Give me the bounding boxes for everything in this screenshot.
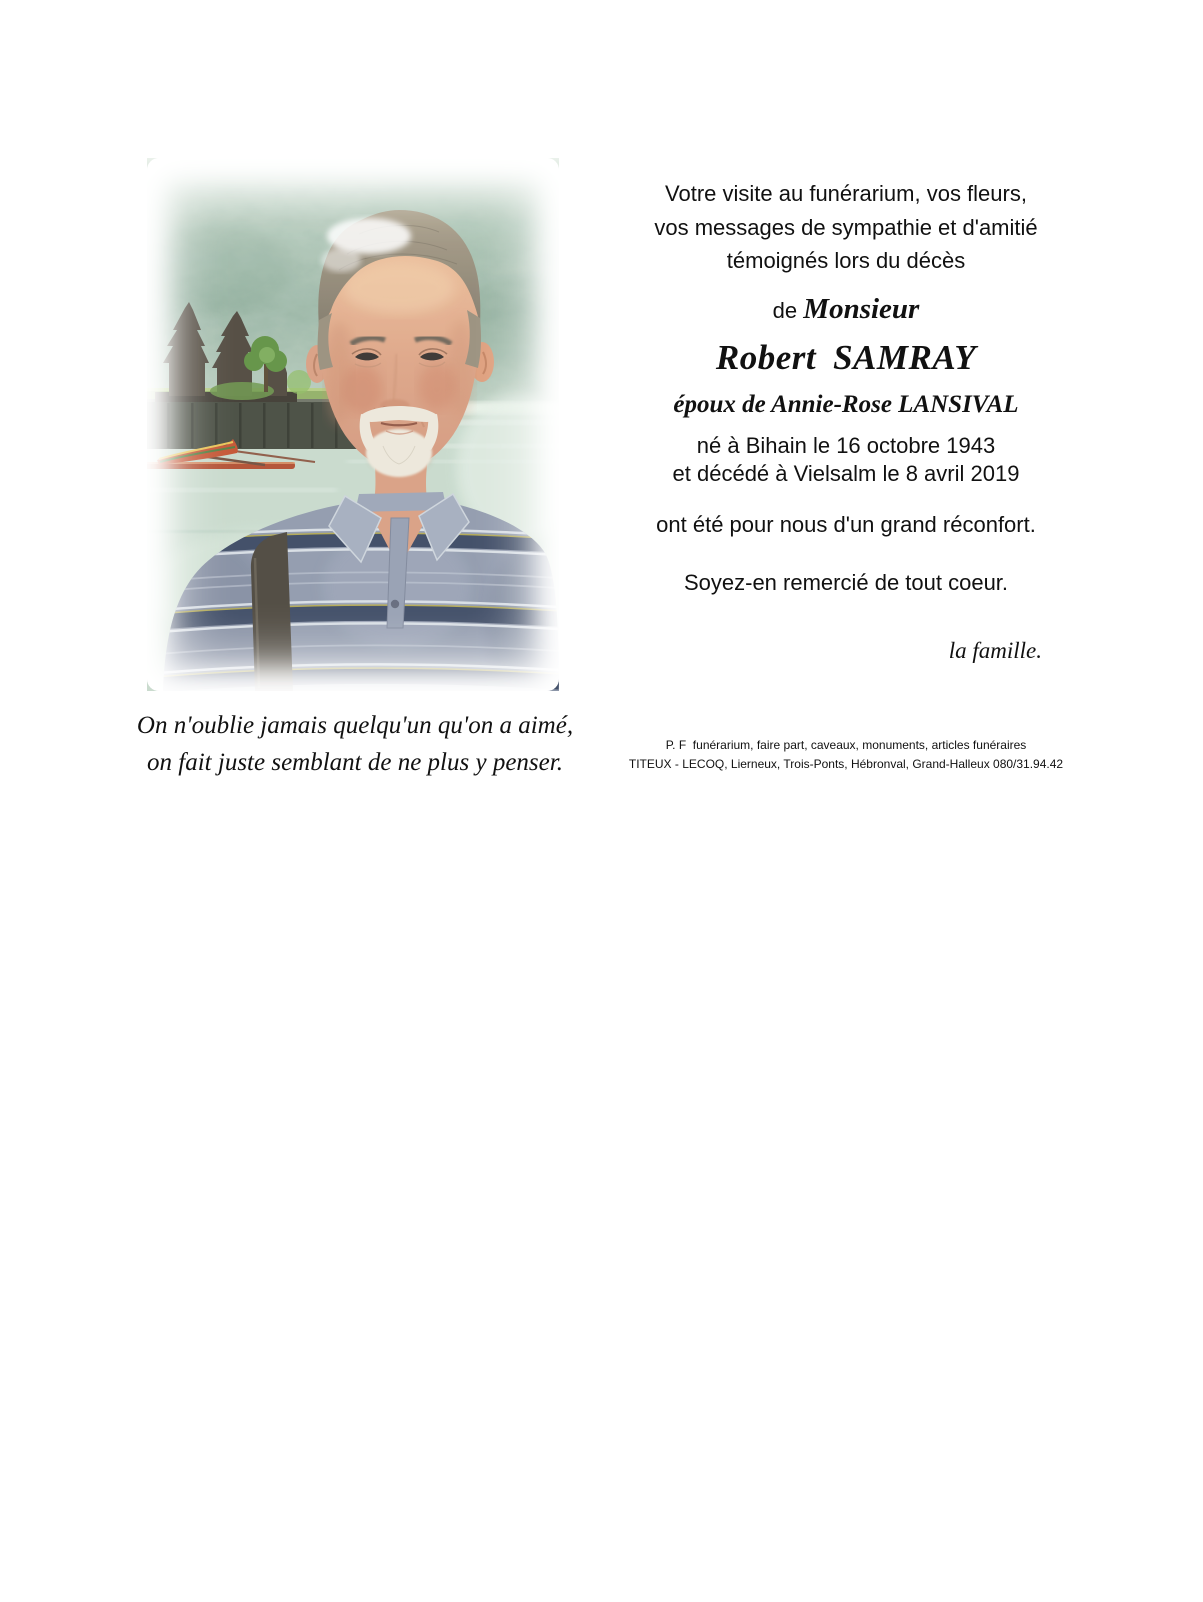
last-name: SAMRAY [833, 338, 977, 377]
spouse-line: époux de Annie-Rose LANSIVAL [673, 391, 1019, 418]
death-line: et décédé à Vielsalm le 8 avril 2019 [672, 461, 1020, 486]
funeral-home-contact: TITEUX - LECOQ, Lierneux, Trois-Ponts, Hébronval, Grand-Halleux 080/31.94.42 [628, 757, 1064, 771]
title-monsieur: Monsieur [803, 293, 920, 325]
family-signature: la famille. [948, 638, 1042, 663]
first-name: Robert [715, 338, 817, 377]
deceased-name [610, 338, 1082, 378]
portrait-photo [147, 158, 559, 691]
intro-line-1: Votre visite au funérarium, vos fleurs, [665, 181, 1027, 206]
title-line [610, 293, 1082, 326]
intro-line-3: témoignés lors du décès [726, 248, 966, 273]
portrait-photo-canvas [147, 158, 559, 691]
quote-line-2: on fait juste semblant de ne plus y penser. [147, 749, 563, 776]
title-prefix: de [772, 298, 798, 323]
acknowledgement-section [610, 0, 1082, 800]
birth-line: né à Bihain le 16 octobre 1943 [696, 433, 996, 458]
photo-wash [147, 158, 559, 691]
thanks-line: Soyez-en remercié de tout coeur. [683, 570, 1009, 595]
funeral-home-services: P. F funérarium, faire part, caveaux, monuments, articles funéraires [665, 738, 1027, 752]
gratitude-line: ont été pour nous d'un grand réconfort. [656, 512, 1036, 537]
intro-line-2: vos messages de sympathie et d'amitié [654, 215, 1038, 240]
quote-line-1: On n'oublie jamais quelqu'un qu'on a aimé, [136, 712, 574, 739]
